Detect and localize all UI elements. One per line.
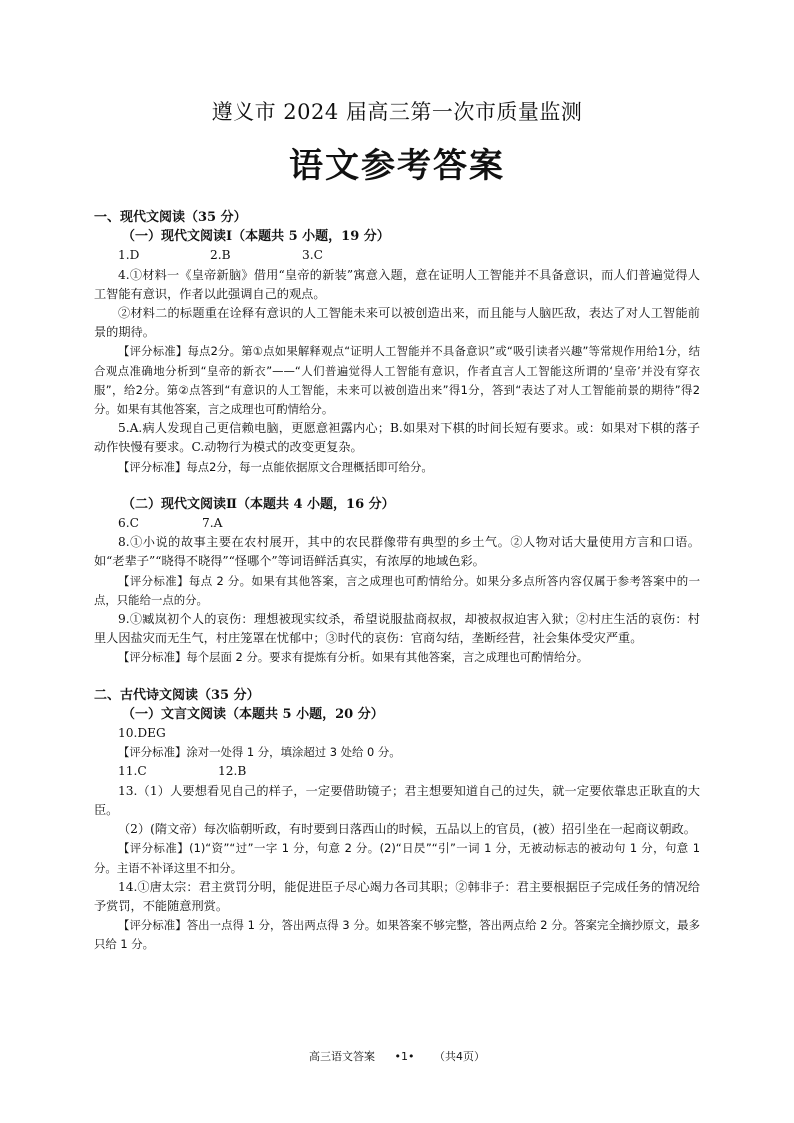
answer-3: 3.C [302,248,323,263]
section-heading-classical-reading: 二、古代诗文阅读（35 分） [94,687,260,703]
answer-row-6-7 [118,514,700,533]
scoring-standard-9: 【评分标准】每个层面 2 分。要求有提炼有分析。如果有其他答案，言之成理也可酌情给分。 [118,650,589,665]
subsection-heading-modern-2: （二）现代文阅读Ⅱ（本题共 4 小题，16 分） [122,496,395,512]
page-footer [0,1048,794,1064]
answer-12: 12.B [218,764,247,779]
subsection-heading-modern-1: （一）现代文阅读Ⅰ（本题共 5 小题，19 分） [122,229,390,245]
answer-9: 9.①臧岚初个人的哀伤：理想被现实纹杀，希望说服盐商叔叔，却被叔叔迫害入狱；②村庄生活的哀伤：村里人因盐灾而无生气，村庄笼罩在忧郁中；③时代的哀伤：官商勾结，垄断经营，社会集体受灾严重。 [94,612,700,646]
scoring-standard-8: 【评分标准】每点 2 分。如果有其他答案，言之成理也可酌情给分。如果分多点所答内容仅属于参考答案中的一点，只能给一点的分。 [94,573,700,607]
answer-4-point-1: 4.①材料一《皇帝新脑》借用“皇帝的新装”寓意入题，意在证明人工智能并不具备意识，而人们普遍觉得人工智能有意识，作者以此强调自己的观点。 [94,267,700,301]
answer-content [94,208,700,955]
section-heading-modern-reading: 一、现代文阅读（35 分） [94,210,247,225]
answer-1: 1.D [118,248,140,263]
answer-2: 2.B [210,248,231,263]
scoring-standard-14: 【评分标准】答出一点得 1 分，答出两点得 3 分。如果答案不够完整，答出两点给 2 分。答案完全摘抄原文，最多只给 1 分。 [94,918,700,952]
page-total: （共4页） [433,1050,485,1063]
scoring-standard-13: 【评分标准】(1)“资”“过”一字 1 分，句意 2 分。(2)“日昃”“引”一词 1 分，无被动标志的被动句 1 分，句意 1 分。主语不补译这里不扣分。 [94,841,700,875]
exam-subtitle: 遵义市 2024 届高三第一次市质量监测 [211,100,583,124]
subsection-heading-classical-1: （一）文言文阅读（本题共 5 小题，20 分） [122,706,384,722]
answer-8: 8.①小说的故事主要在农村展开，其中的农民群像带有典型的乡土气。②人物对话大量使用方言和口语。如“老辈子”“晓得不晓得”“怪哪个”等词语鲜活真实，有浓厚的地域色彩。 [94,535,700,569]
answer-4-point-2: ②材料二的标题重在诠释有意识的人工智能未来可以被创造出来，而且能与人脑匹敌，表达了对人工智能前景的期待。 [94,306,700,340]
scoring-standard-10: 【评分标准】涂对一处得 1 分，填涂超过 3 处给 0 分。 [118,745,401,760]
answer-13-1: 13.（1）人要想看见自己的样子，一定要借助镜子；君主想要知道自己的过失，就一定要依靠忠正耿直的大臣。 [94,783,700,817]
answer-7: 7.A [202,516,223,531]
answer-10: 10.DEG [118,726,166,741]
answer-5: 5.A.病人发现自己更信赖电脑，更愿意袒露内心；B.如果对下棋的时间长短有要求。或：如果对下棋的落子动作快慢有要求。C.动物行为模式的改变更复杂。 [94,421,700,455]
scoring-standard-5: 【评分标准】每点2分，每一点能依据原文合理概括即可给分。 [118,459,433,474]
answer-13-2: （2）(隋文帝）每次临朝听政，有时要到日落西山的时候，五品以上的官员，(被）招引坐在一起商议朝政。 [118,822,696,837]
scoring-standard-4: 【评分标准】每点2分。第①点如果解释观点“证明人工智能并不具备意识”或“吸引读者兴趣”等常规作用给1分，结合观点准确地分析到“皇帝的新衣”——“人们普遍觉得人工智能有意识，作者直言人工智能这所谓的‘皇帝’并没有穿衣服”，给2分。第②点答到“有意识的人工智能，未来可以被创造出来”得1分，答到“表达了对人工智能前景的期待”得2分。如果有其他答案，言之成理也可酌情给分。 [94,344,700,417]
page-title: 语文参考答案 [289,146,505,186]
footer-label: 高三语文答案 [309,1050,375,1063]
answer-row-11-12 [118,762,700,781]
answer-6: 6.C [118,516,139,531]
page-number: •1• [394,1050,415,1063]
answer-row-1-3 [118,246,700,265]
answer-11: 11.C [118,764,147,779]
answer-14: 14.①唐太宗：君主赏罚分明，能促进臣子尽心竭力各司其职；②韩非子：君主要根据臣子完成任务的情况给予赏罚，不能随意刑赏。 [94,879,700,913]
